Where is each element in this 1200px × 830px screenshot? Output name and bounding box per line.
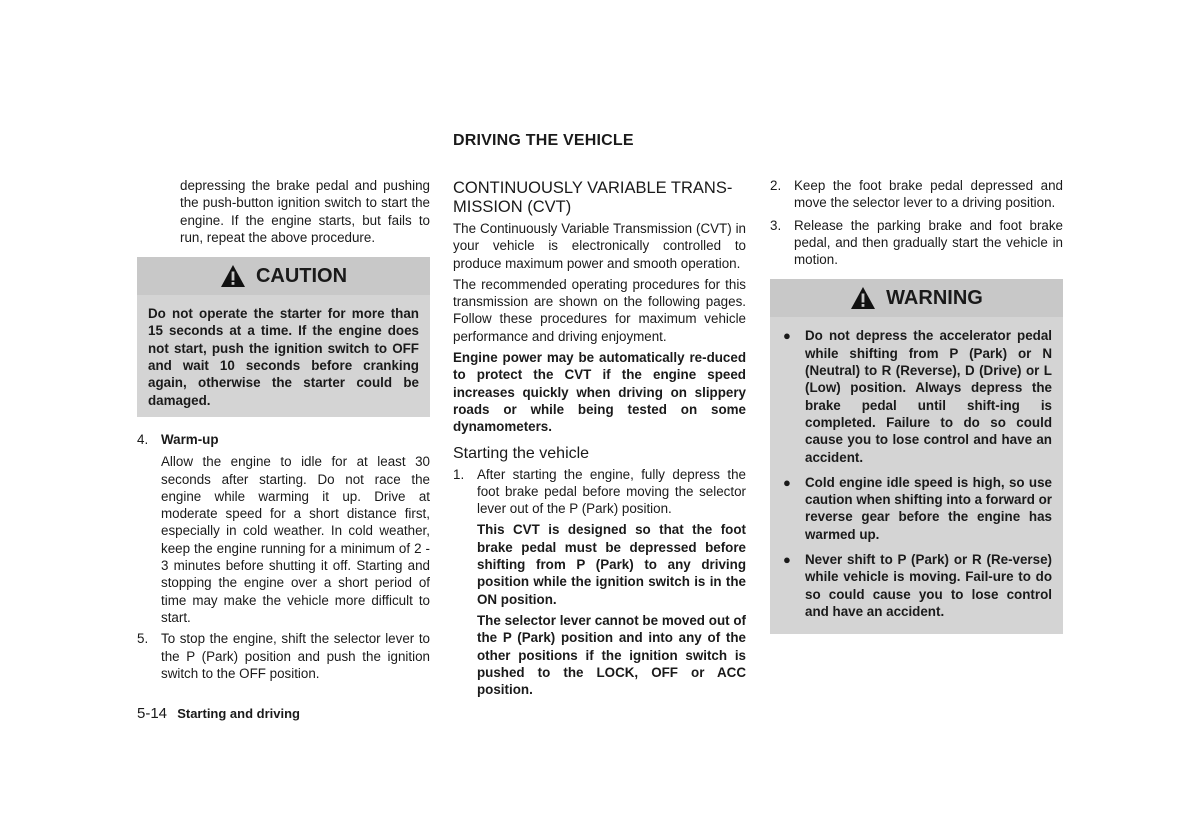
warning-bullet bbox=[781, 551, 1052, 620]
page-number: 5-14 bbox=[137, 705, 168, 722]
caution-title: CAUTION bbox=[255, 264, 348, 287]
warning-list bbox=[770, 317, 1063, 634]
warning-triangle-icon bbox=[850, 286, 876, 310]
step-1-bold-2: The selector lever cannot be moved out of the P (Park) position and into any of the other positions if the ignition switch is pushed to the LOCK, OFF or ACC position. bbox=[477, 612, 746, 698]
list-number: 1. bbox=[453, 466, 465, 482]
cvt-paragraph-3: Engine power may be automatically re-duced to protect the CVT if the engine speed increases quickly when driving on slippery roads or while being tested on some dynamometers. bbox=[453, 350, 746, 435]
warning-box bbox=[770, 279, 1063, 634]
warning-bullet bbox=[781, 474, 1052, 543]
middle-column bbox=[453, 179, 746, 698]
warning-title: WARNING bbox=[886, 286, 983, 309]
bullet-dot-icon: ● bbox=[783, 474, 791, 490]
step-1-bold-1: This CVT is designed so that the foot brake pedal must be depressed before shifting from P (Park) to any driving position while the ignition switch is in the ON position. bbox=[477, 522, 746, 607]
cvt-paragraph-1: The Continuously Variable Transmission (CVT) in your vehicle is electronically controlled to produce maximum power and smooth operation. bbox=[453, 221, 746, 271]
section-header: DRIVING THE VEHICLE bbox=[453, 132, 634, 149]
warning-bullet-text: Cold engine idle speed is high, so use caution when shifting into a forward or reverse gear before the engine has warmed up. bbox=[805, 474, 1052, 542]
caution-box bbox=[137, 257, 430, 417]
footer-section-label: Starting and driving bbox=[177, 706, 300, 721]
warm-up-text: Allow the engine to idle for at least 30 seconds after starting. Do not race the engine while warming it up. Drive at moderate speed for a short distance first, especially in cold weather. In cold weather, keep the engine running for a minimum of 2 - 3 minutes before shutting it off. Starting and stopping the engine over a short period of time may make the vehicle more difficult to start. bbox=[161, 454, 430, 625]
warning-header bbox=[770, 279, 1063, 317]
cvt-title: CONTINUOUSLY VARIABLE TRANS-MISSION (CVT) bbox=[453, 179, 733, 216]
list-item-4 bbox=[137, 431, 430, 626]
step-3-text: Release the parking brake and foot brake pedal, and then gradually start the vehicle in motion. bbox=[794, 217, 1063, 268]
left-column bbox=[137, 177, 430, 682]
caution-header bbox=[137, 257, 430, 295]
bullet-dot-icon: ● bbox=[783, 552, 791, 568]
step-1 bbox=[453, 466, 746, 699]
list-number: 3. bbox=[770, 217, 782, 233]
warning-bullet-text: Do not depress the accelerator pedal while shifting from P (Park) or N (Neutral) to R (Reverse), D (Drive) or L (Low) position. Always depress the brake pedal until shift-ing is completed. Failure to do so could cause you to lose control and have an accident. bbox=[805, 328, 1052, 465]
warning-triangle-icon bbox=[220, 264, 246, 288]
intro-paragraph: depressing the brake pedal and pushing the push-button ignition switch to start the engine. If the engine starts, but fails to run, repeat the above procedure. bbox=[180, 178, 430, 245]
bullet-dot-icon: ● bbox=[783, 328, 791, 344]
starting-title: Starting the vehicle bbox=[453, 444, 590, 462]
step-2 bbox=[770, 177, 1063, 212]
right-column bbox=[770, 177, 1063, 634]
warm-up-title: Warm-up bbox=[161, 431, 219, 447]
warning-bullet-text: Never shift to P (Park) or R (Re-verse) while vehicle is moving. Fail-ure to do so could cause you to lose control and have an accident. bbox=[805, 552, 1052, 619]
stop-engine-text: To stop the engine, shift the selector lever to the P (Park) position and push the ignition switch to the OFF position. bbox=[161, 631, 430, 681]
list-number: 4. bbox=[137, 431, 149, 447]
list-item-5 bbox=[137, 630, 430, 682]
step-1-text: After starting the engine, fully depress the foot brake pedal before moving the selector lever out of the P (Park) position. bbox=[477, 466, 746, 517]
step-3 bbox=[770, 217, 1063, 269]
cvt-paragraph-2: The recommended operating procedures for this transmission are shown on the following pages. Follow these procedures for maximum vehicle performance and driving enjoyment. bbox=[453, 276, 746, 344]
list-number: 5. bbox=[137, 631, 149, 647]
list-number: 2. bbox=[770, 178, 782, 193]
step-2-text: Keep the foot brake pedal depressed and move the selector lever to a driving position. bbox=[794, 178, 1063, 211]
caution-text: Do not operate the starter for more than 15 seconds at a time. If the engine does not start, push the ignition switch to OFF and wait 10 seconds before cranking again, otherwise the starter could be damaged. bbox=[148, 306, 419, 408]
page-footer bbox=[137, 705, 300, 722]
warning-bullet bbox=[781, 327, 1052, 465]
